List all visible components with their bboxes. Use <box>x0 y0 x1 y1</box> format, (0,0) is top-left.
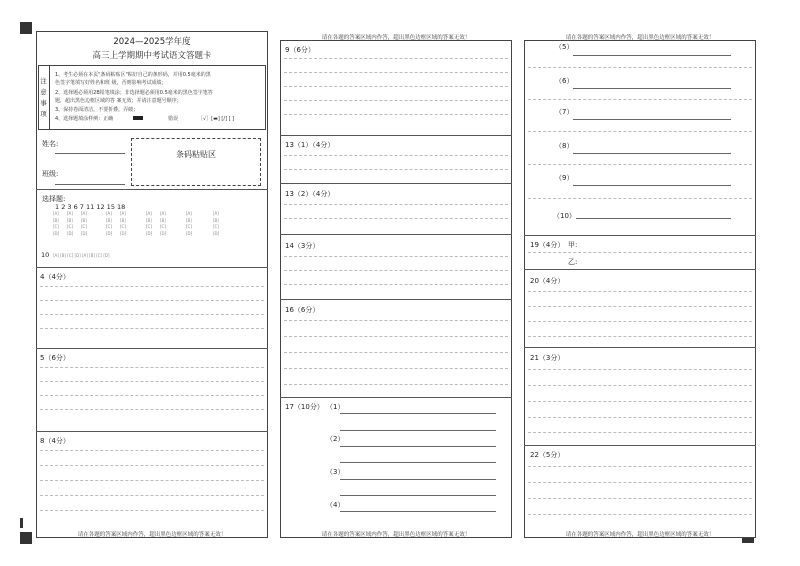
option-c[interactable]: [C] <box>213 224 219 229</box>
answer-line[interactable] <box>528 466 752 467</box>
option-b[interactable]: [B] <box>67 217 73 223</box>
answer-line[interactable] <box>340 462 496 463</box>
answer-line[interactable] <box>284 384 508 385</box>
answer-line[interactable] <box>573 153 731 154</box>
question-17-part-1: （1） <box>326 403 345 411</box>
name-label: 姓名: <box>42 140 59 148</box>
answer-line[interactable] <box>340 511 496 512</box>
answer-line[interactable] <box>40 314 264 315</box>
notice-line: 题，超出黑色边框区域的答 案无效；并请注意题号顺序； <box>55 98 182 104</box>
notice-label-char: 意 <box>40 88 47 96</box>
answer-line[interactable] <box>40 300 264 301</box>
divider <box>36 189 268 190</box>
barcode-label: 条码粘贴区 <box>176 150 216 159</box>
choice-row-10-label: 10 <box>41 251 50 259</box>
option-a[interactable]: [A] <box>120 211 126 216</box>
answer-line[interactable] <box>284 352 508 353</box>
divider <box>36 348 268 349</box>
answer-line[interactable] <box>40 328 264 329</box>
choice-option-column[interactable] <box>81 211 87 236</box>
question-16-label: 16（6分） <box>285 306 320 314</box>
option-d[interactable]: [D] <box>106 230 113 236</box>
divider <box>524 269 756 270</box>
answer-line[interactable] <box>40 286 264 287</box>
choice-numbers: 1 2 3 6 7 11 12 15 18 <box>55 203 126 211</box>
answer-line[interactable] <box>284 270 508 271</box>
option-d[interactable]: [D] <box>160 230 167 236</box>
answer-line[interactable] <box>284 284 508 285</box>
option-b[interactable]: [B] <box>106 217 112 223</box>
fill-sample-correct <box>133 116 143 120</box>
choice-label: 选择题: <box>42 195 66 203</box>
choice-option-column[interactable] <box>106 211 112 236</box>
choice-option-column[interactable] <box>120 211 126 236</box>
answer-line[interactable] <box>528 164 752 165</box>
option-c[interactable]: [C] <box>106 224 112 229</box>
barcode-paste-area <box>131 138 261 186</box>
answer-line[interactable] <box>528 99 752 100</box>
answer-line[interactable] <box>40 480 264 481</box>
answer-line[interactable] <box>284 336 508 337</box>
option-b[interactable]: [B] <box>160 217 166 223</box>
notice-line: 3、保持卷面清洁，不要折叠，弄破； <box>55 107 139 113</box>
option-b[interactable]: [B] <box>53 217 59 223</box>
fill-sample-wrong: ［√］[▬] [/] [ ] <box>198 116 235 122</box>
choice-option-column[interactable] <box>186 211 192 236</box>
divider <box>524 235 756 236</box>
class-label: 班级: <box>42 170 59 178</box>
option-c[interactable]: [C] <box>186 224 192 229</box>
option-d[interactable]: [D] <box>213 230 220 236</box>
answer-line[interactable] <box>40 381 264 382</box>
notice-label-char: 项 <box>40 110 47 118</box>
question-part-7: （7） <box>555 108 574 116</box>
question-22-label: 22（5分） <box>530 451 565 459</box>
divider <box>280 234 512 235</box>
answer-line[interactable] <box>40 495 264 496</box>
question-9-label: 9（6分） <box>285 46 315 54</box>
answer-line[interactable] <box>573 55 731 56</box>
answer-line[interactable] <box>528 432 752 433</box>
answer-line[interactable] <box>284 58 508 59</box>
answer-line[interactable] <box>340 479 496 480</box>
notice-label-char: 事 <box>40 99 47 107</box>
option-b[interactable]: [B] <box>186 217 192 223</box>
answer-line[interactable] <box>284 100 508 101</box>
question-21-label: 21（3分） <box>530 354 565 362</box>
answer-line[interactable] <box>573 88 731 89</box>
answer-line[interactable] <box>528 291 752 292</box>
choice-row-10-options[interactable]: [A] [B] [C] [D] [A] [B] [C] [D] <box>53 253 110 258</box>
question-19-part-b: 乙: <box>568 258 578 266</box>
answer-line[interactable] <box>576 218 731 219</box>
option-c[interactable]: [C] <box>120 224 126 229</box>
question-5-label: 5（6分） <box>40 354 70 362</box>
boundary-warning: 请在各题的答案区域内作答，超出黑色边框区域的答案无效！ <box>321 35 471 41</box>
alignment-marker-left-side <box>20 518 23 528</box>
option-a[interactable]: [A] <box>186 211 192 216</box>
choice-option-column[interactable] <box>146 211 152 236</box>
notice-label-char: 注 <box>40 77 47 85</box>
answer-line[interactable] <box>284 86 508 87</box>
alignment-marker-bottom-right <box>742 538 754 543</box>
answer-line[interactable] <box>528 417 752 418</box>
answer-line[interactable] <box>573 119 731 120</box>
answer-line[interactable] <box>284 72 508 73</box>
question-part-8: （8） <box>555 142 574 150</box>
divider <box>36 431 268 432</box>
alignment-marker-top-left <box>20 22 32 34</box>
question-19-label: 19（4分） <box>530 241 565 249</box>
boundary-warning: 请在各题的答案区域内作答，超出黑色边框区域的答案无效！ <box>565 35 715 41</box>
option-a[interactable]: [A] <box>53 211 59 216</box>
exam-year: 2024—2025学年度 <box>113 37 191 47</box>
divider <box>280 135 512 136</box>
answer-line[interactable] <box>528 321 752 322</box>
question-17-label: 17（10分） <box>285 403 324 411</box>
answer-line[interactable] <box>340 413 496 414</box>
notice-line: 1、考生必须在本页"条码粘贴区"粘好自己的条形码，并用0.5毫米的黑 <box>55 72 211 78</box>
answer-line[interactable] <box>528 498 752 499</box>
option-c[interactable]: [C] <box>146 224 152 229</box>
choice-option-column[interactable] <box>67 211 73 236</box>
option-a[interactable]: [A] <box>160 211 166 216</box>
question-part-10: （10） <box>553 212 576 220</box>
notice-wrong-label: 错误 <box>168 116 179 122</box>
answer-line[interactable] <box>40 409 264 410</box>
answer-line[interactable] <box>528 401 752 402</box>
question-20-label: 20（4分） <box>530 277 565 285</box>
answer-line[interactable] <box>340 430 496 431</box>
answer-line[interactable] <box>528 482 752 483</box>
class-field[interactable] <box>55 184 125 185</box>
answer-line[interactable] <box>40 450 264 451</box>
answer-line[interactable] <box>528 306 752 307</box>
answer-line[interactable] <box>528 67 752 68</box>
divider <box>280 299 512 300</box>
answer-line[interactable] <box>528 369 752 370</box>
answer-line[interactable] <box>284 169 508 170</box>
option-d[interactable]: [D] <box>120 230 127 236</box>
option-d[interactable]: [D] <box>186 230 193 236</box>
answer-line[interactable] <box>40 510 264 511</box>
boundary-warning: 请在各题的答案区域内作答，超出黑色边框区域的答案无效！ <box>77 532 227 538</box>
answer-line[interactable] <box>573 185 731 186</box>
notice-line: 2、选择题必须用2B铅笔填涂；非选择题必须用0.5毫米的黑色签字笔答 <box>55 90 213 96</box>
choice-option-column[interactable] <box>160 211 166 236</box>
option-c[interactable]: [C] <box>160 224 166 229</box>
answer-line[interactable] <box>284 218 508 219</box>
answer-line[interactable] <box>284 368 508 369</box>
option-b[interactable]: [B] <box>213 217 219 223</box>
answer-line[interactable] <box>284 320 508 321</box>
question-13-1-label: 13（1）（4分） <box>285 141 335 149</box>
option-c[interactable]: [C] <box>67 224 73 229</box>
option-a[interactable]: [A] <box>67 211 73 216</box>
answer-line[interactable] <box>528 252 752 253</box>
answer-line[interactable] <box>528 385 752 386</box>
question-8-label: 8（4分） <box>40 437 70 445</box>
option-d[interactable]: [D] <box>146 230 153 236</box>
question-part-9: （9） <box>555 174 574 182</box>
boundary-warning: 请在各题的答案区域内作答，超出黑色边框区域的答案无效！ <box>565 532 715 538</box>
answer-line[interactable] <box>40 367 264 368</box>
question-17-part-2: （2） <box>326 435 345 443</box>
answer-line[interactable] <box>340 446 496 447</box>
alignment-marker-bottom-left <box>20 532 32 544</box>
answer-line[interactable] <box>528 336 752 337</box>
option-b[interactable]: [B] <box>120 217 126 223</box>
question-4-label: 4（4分） <box>40 273 70 281</box>
answer-line[interactable] <box>284 155 508 156</box>
question-17-part-3: （3） <box>326 468 345 476</box>
divider <box>524 445 756 446</box>
answer-line[interactable] <box>284 256 508 257</box>
option-b[interactable]: [B] <box>146 217 152 223</box>
option-c[interactable]: [C] <box>81 224 87 229</box>
notice-line: 色签字笔填写好姓名和班 级，否则影响考试成绩； <box>55 80 167 86</box>
answer-line[interactable] <box>528 198 752 199</box>
question-17-part-4: （4） <box>326 501 345 509</box>
answer-line[interactable] <box>340 495 496 496</box>
answer-line[interactable] <box>284 114 508 115</box>
question-part-5: （5） <box>555 43 574 51</box>
choice-option-column[interactable] <box>213 211 219 236</box>
divider <box>280 183 512 184</box>
answer-line[interactable] <box>284 204 508 205</box>
option-a[interactable]: [A] <box>81 211 87 216</box>
answer-line[interactable] <box>40 465 264 466</box>
name-field[interactable] <box>55 153 125 154</box>
question-part-6: （6） <box>555 77 574 85</box>
option-d[interactable]: [D] <box>67 230 74 236</box>
notice-line: 4、选择题填涂样例：正确 <box>55 116 114 122</box>
divider <box>280 397 512 398</box>
question-19-part-a: 甲: <box>568 241 578 249</box>
answer-line[interactable] <box>40 395 264 396</box>
option-a[interactable]: [A] <box>213 211 219 216</box>
divider <box>524 347 756 348</box>
boundary-warning: 请在各题的答案区域内作答，超出黑色边框区域的答案无效！ <box>321 532 471 538</box>
option-c[interactable]: [C] <box>53 224 59 229</box>
option-d[interactable]: [D] <box>81 230 88 236</box>
option-a[interactable]: [A] <box>106 211 112 216</box>
answer-line[interactable] <box>528 131 752 132</box>
divider <box>36 267 268 268</box>
question-14-label: 14（3分） <box>285 242 320 250</box>
option-d[interactable]: [D] <box>53 230 60 236</box>
choice-option-column[interactable] <box>53 211 59 236</box>
option-a[interactable]: [A] <box>146 211 152 216</box>
option-b[interactable]: [B] <box>81 217 87 223</box>
exam-title: 高三上学期期中考试语文答题卡 <box>92 51 212 61</box>
notice-label <box>38 65 50 130</box>
answer-line[interactable] <box>528 514 752 515</box>
question-13-2-label: 13（2）（4分） <box>285 190 335 198</box>
